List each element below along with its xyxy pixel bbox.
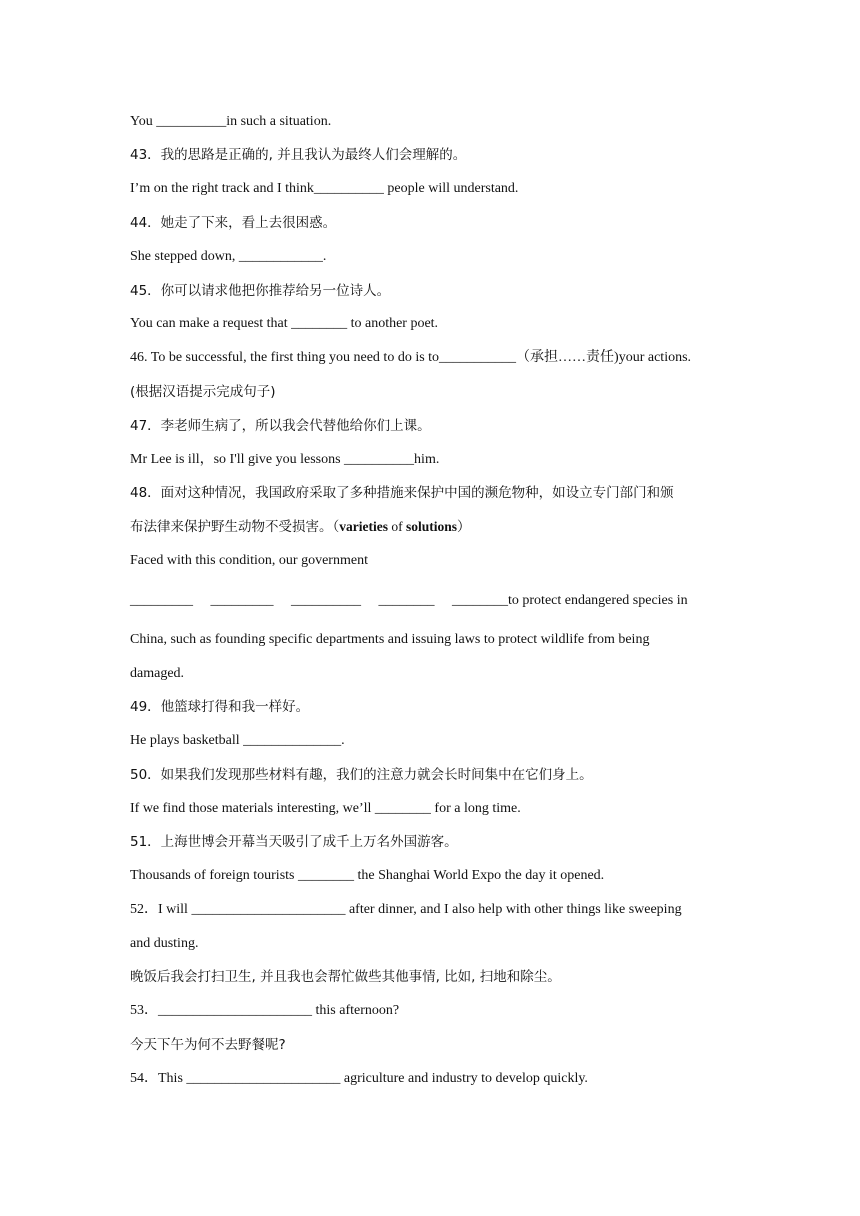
question-48: 48．面对这种情况，我国政府采取了多种措施来保护中国的濒危物种，如设立专门部门和颁 [130, 485, 674, 501]
answer-blanks-48: _________ _________ __________ ________ ________to protect endangered species in [130, 593, 688, 608]
question-49: 49．他篮球打得和我一样好。 [130, 699, 310, 715]
question-46: 46. To be successful, the first thing you need to do is to___________（承担……责任)your actions. [130, 350, 692, 365]
answer-line-48-cont: China, such as founding specific departments and issuing laws to protect wildlife from being [130, 632, 650, 647]
question-52: 52．I will ______________________ after dinner, and I also help with other things like sweeping [130, 902, 682, 917]
question-43: 43．我的思路是正确的, 并且我认为最终人们会理解的。 [130, 147, 467, 163]
answer-line-47: Mr Lee is ill，so I'll give you lessons __________him. [130, 452, 440, 467]
question-52-translation: 晚饭后我会打扫卫生, 并且我也会帮忙做些其他事情, 比如, 扫地和除尘。 [130, 969, 561, 985]
question-44: 44．她走了下来，看上去很困惑。 [130, 215, 337, 231]
answer-line-45: You can make a request that ________ to another poet. [130, 316, 439, 331]
question-52-cont: and dusting. [130, 936, 199, 951]
question-48-line2: 布法律来保护野生动物不受损害。（varieties of solutions） [130, 519, 471, 535]
answer-line-44: She stepped down, ____________. [130, 249, 327, 264]
question-54: 54．This ______________________ agriculture and industry to develop quickly. [130, 1071, 588, 1086]
question-53: 53．______________________ this afternoon? [130, 1003, 400, 1018]
answer-line-48: Faced with this condition, our government [130, 553, 368, 568]
question-47: 47．李老师生病了，所以我会代替他给你们上课。 [130, 418, 431, 434]
question-51: 51．上海世博会开幕当天吸引了成千上万名外国游客。 [130, 834, 458, 850]
question-53-translation: 今天下午为何不去野餐呢? [130, 1037, 286, 1053]
question-50: 50．如果我们发现那些材料有趣，我们的注意力就会长时间集中在它们身上。 [130, 767, 593, 783]
answer-line-43: I’m on the right track and I think__________ people will understand. [130, 181, 519, 196]
answer-line-49: He plays basketball ______________. [130, 733, 345, 748]
answer-line-50: If we find those materials interesting, we’ll ________ for a long time. [130, 801, 521, 816]
answer-line-48-end: damaged. [130, 666, 185, 681]
question-46-hint: (根据汉语提示完成句子) [130, 384, 276, 400]
answer-line-42: You __________in such a situation. [130, 114, 332, 129]
answer-line-51: Thousands of foreign tourists ________ the Shanghai World Expo the day it opened. [130, 868, 605, 883]
question-45: 45．你可以请求他把你推荐给另一位诗人。 [130, 283, 391, 299]
